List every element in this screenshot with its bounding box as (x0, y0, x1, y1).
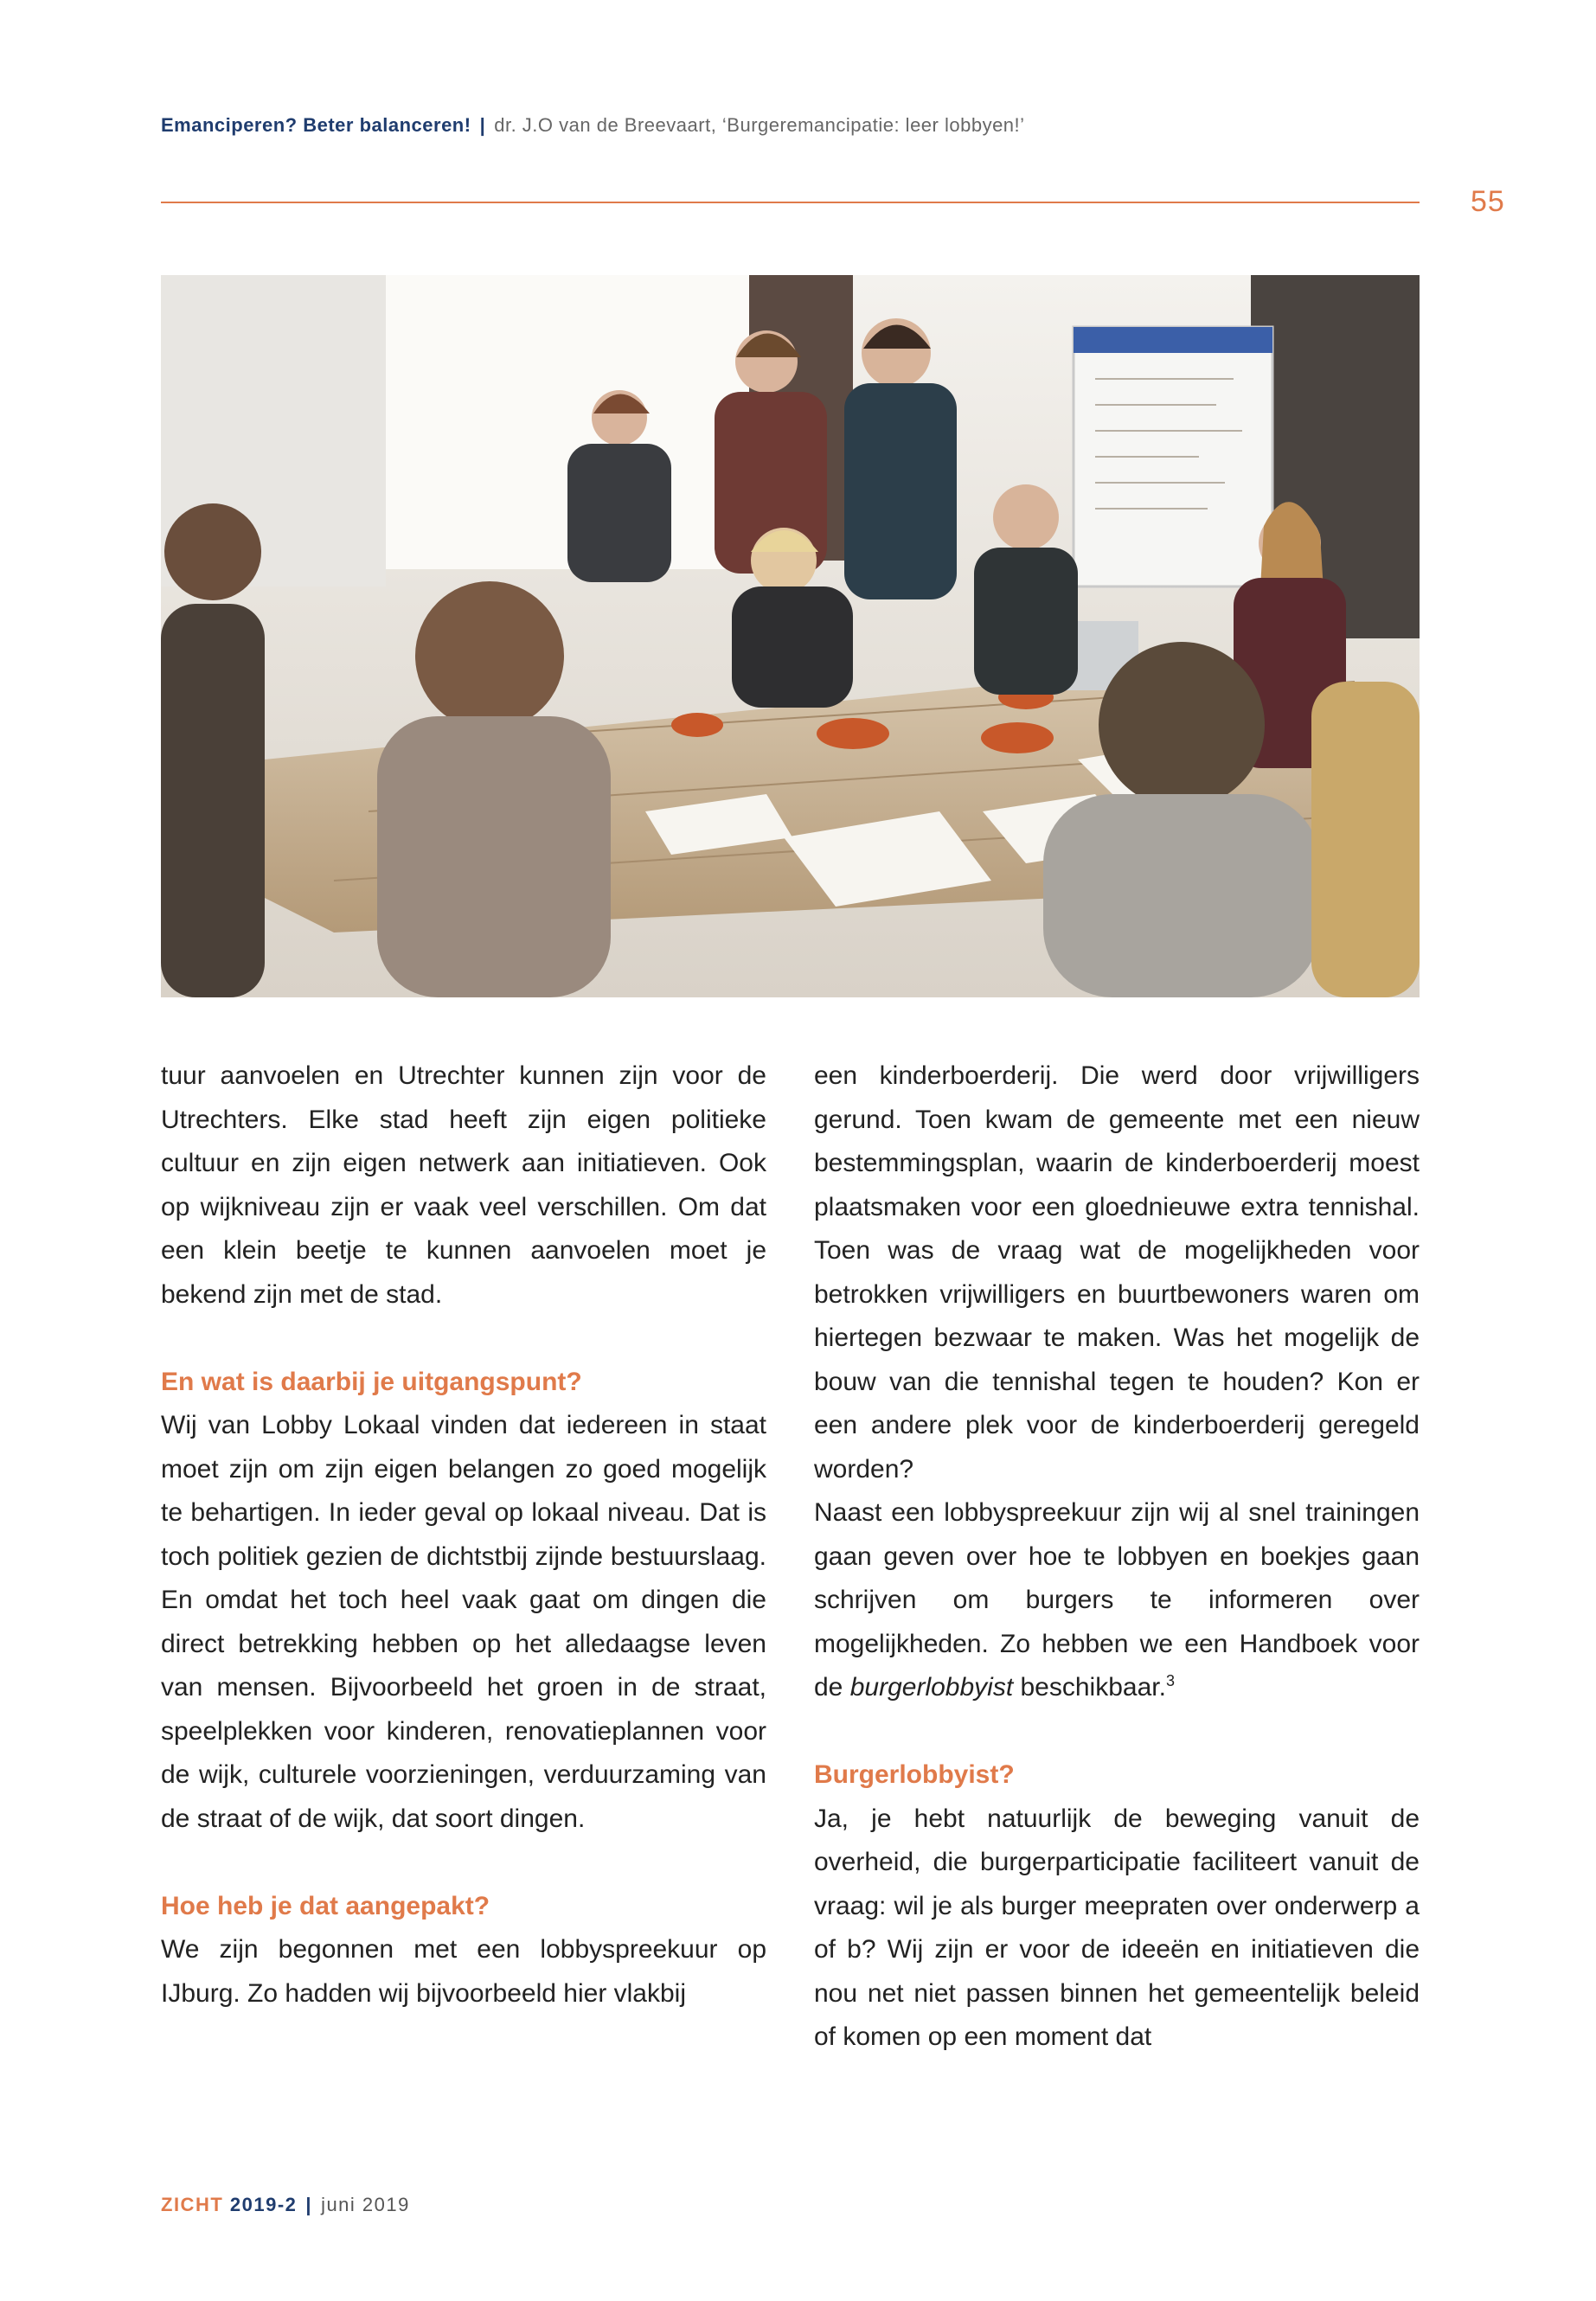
header-rule (161, 202, 1420, 203)
page-number: 55 (1471, 185, 1505, 218)
paragraph: tuur aanvoelen en Utrechter kunnen zijn voor de Utrechters. Elke stad heeft zijn eigen politieke cultuur en zijn eigen netwerk aan initiatieven. Ook op wijkniveau zijn er vaak veel verschillen. Om dat een klein beetje te kunnen aanvoelen moet je bekend zijn met de stad. (161, 1061, 766, 1309)
running-footer (161, 2194, 410, 2216)
paragraph (814, 1491, 1420, 1710)
series-title: Emanciperen? Beter balanceren! (161, 114, 471, 136)
right-column (814, 1054, 1420, 2060)
paragraph: een kinderboerderij. Die werd door vrijwilligers gerund. Toen kwam de gemeente met een nieuw bestemmingsplan, waarin de kinderboerderij moest plaatsmaken voor een gloednieuwe extra tennishal. Toen was de vraag wat de mogelijkheden voor betrokken vrijwilligers en buurtbewoners waren om hiertegen bezwaar te maken. Was het mogelijk de bouw van die tennishal tegen te houden? Kon er een andere plek voor de kinderboerderij geregeld worden? (814, 1061, 1420, 1484)
meeting-photo (161, 275, 1420, 997)
paragraph: We zijn begonnen met een lobbyspreekuur op IJburg. Zo hadden wij bijvoorbeeld hier vlakbij (161, 1935, 766, 2008)
paragraph-text: Naast een lobbyspreekuur zijn wij al snel trainingen gaan geven over hoe te lobbyen en boekjes gaan schrijven om burgers te informeren over mogelijkheden. Zo hebben we een Handboek voor de (814, 1498, 1420, 1702)
footnote-marker: 3 (1165, 1672, 1175, 1689)
running-header (161, 114, 1025, 137)
emphasis-term: burgerlobbyist (849, 1673, 1014, 1702)
issue-date: juni 2019 (321, 2194, 410, 2215)
footer-separator: | (305, 2194, 313, 2215)
subheading: En wat is daarbij je uitgangspunt? (161, 1367, 582, 1396)
article-reference: dr. J.O van de Breevaart, ‘Burgeremancipatie: leer lobbyen!’ (494, 114, 1025, 136)
header-separator: | (479, 114, 486, 136)
left-column (161, 1054, 766, 2016)
magazine-name: ZICHT (161, 2194, 224, 2215)
meeting-photo-icon (161, 275, 1420, 997)
subheading: Hoe heb je dat aangepakt? (161, 1891, 490, 1920)
issue-number: 2019-2 (229, 2194, 298, 2215)
paragraph-text: beschikbaar. (1013, 1673, 1166, 1702)
paragraph: Ja, je hebt natuurlijk de beweging vanuit de overheid, die burgerparticipatie faciliteert vanuit de vraag: wil je als burger meepraten over onderwerp a of b? Wij zijn er voor de ideeën en initiatieven die nou net niet passen binnen het gemeentelijk beleid of komen op een moment dat (814, 1804, 1420, 2051)
subheading: Burgerlobbyist? (814, 1760, 1015, 1789)
paragraph: Wij van Lobby Lokaal vinden dat iedereen in staat moet zijn om zijn eigen belangen zo goed mogelijk te behartigen. In ieder geval op lokaal niveau. Dat is toch politiek gezien de dichtstbij zijnde bestuurslaag. En omdat het toch heel vaak gaat om dingen die direct betrekking hebben op het alledaagse leven van mensen. Bijvoorbeeld het groen in de straat, speelplekken voor kinderen, renovatieplannen voor de wijk, culturele voorzieningen, verduurzaming van de straat of de wijk, dat soort dingen. (161, 1411, 766, 1833)
